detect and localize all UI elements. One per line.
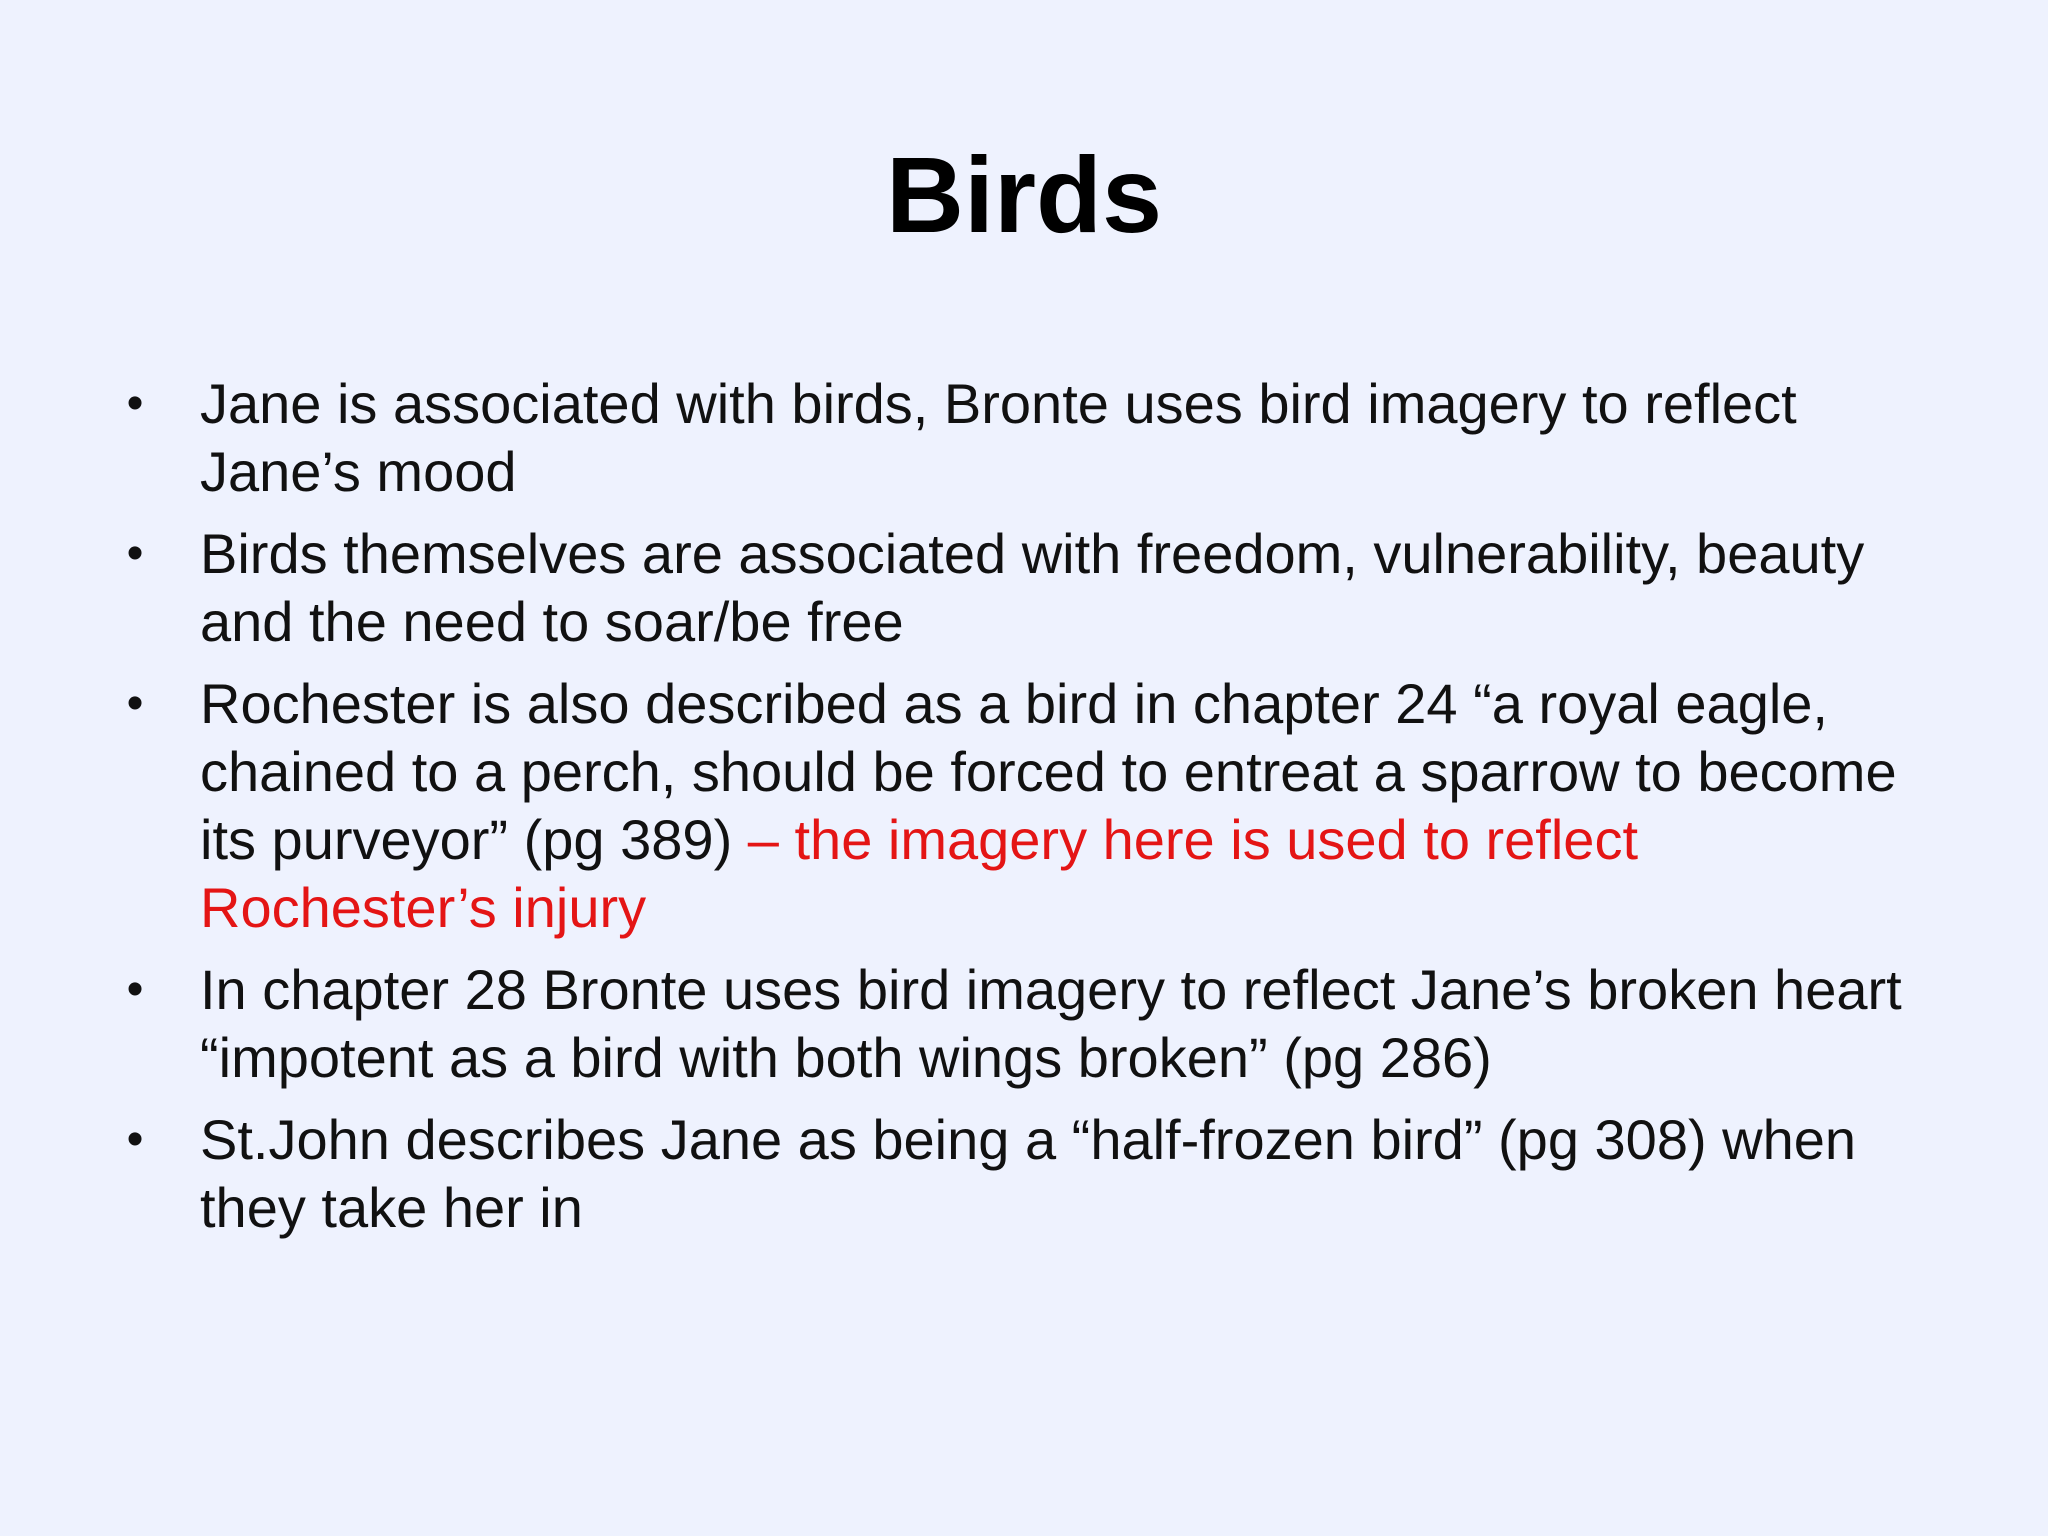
bullet-text: Jane is associated with birds, Bronte uses bird imagery to reflect Jane’s mood: [200, 372, 1797, 503]
bullet-highlight-text: – the imagery here is used to reflect Rochester’s injury: [200, 808, 1639, 939]
bullet-item: [120, 520, 1950, 656]
bullet-text: Rochester is also described as a bird in chapter 24 “a royal eagle, chained to a perch, should be forced to entreat a sparrow to become its purveyor” (pg 389): [200, 672, 1897, 871]
bullet-list: [120, 370, 1950, 1256]
bullet-dot: •: [126, 1113, 144, 1166]
bullet-item: [120, 956, 1950, 1092]
bullet-text: Birds themselves are associated with freedom, vulnerability, beauty and the need to soar/be free: [200, 522, 1865, 653]
bullet-item: [120, 370, 1950, 506]
bullet-item: [120, 670, 1950, 942]
bullet-text: In chapter 28 Bronte uses bird imagery to reflect Jane’s broken heart “impotent as a bird with both wings broken” (pg 286): [200, 958, 1902, 1089]
bullet-dot: •: [126, 377, 144, 430]
bullet-dot: •: [126, 527, 144, 580]
bullet-dot: •: [126, 963, 144, 1016]
slide-title: Birds: [885, 134, 1163, 255]
bullet-text: St.John describes Jane as being a “half-frozen bird” (pg 308) when they take her in: [200, 1108, 1857, 1239]
bullet-item: [120, 1106, 1950, 1242]
bullet-dot: •: [126, 677, 144, 730]
